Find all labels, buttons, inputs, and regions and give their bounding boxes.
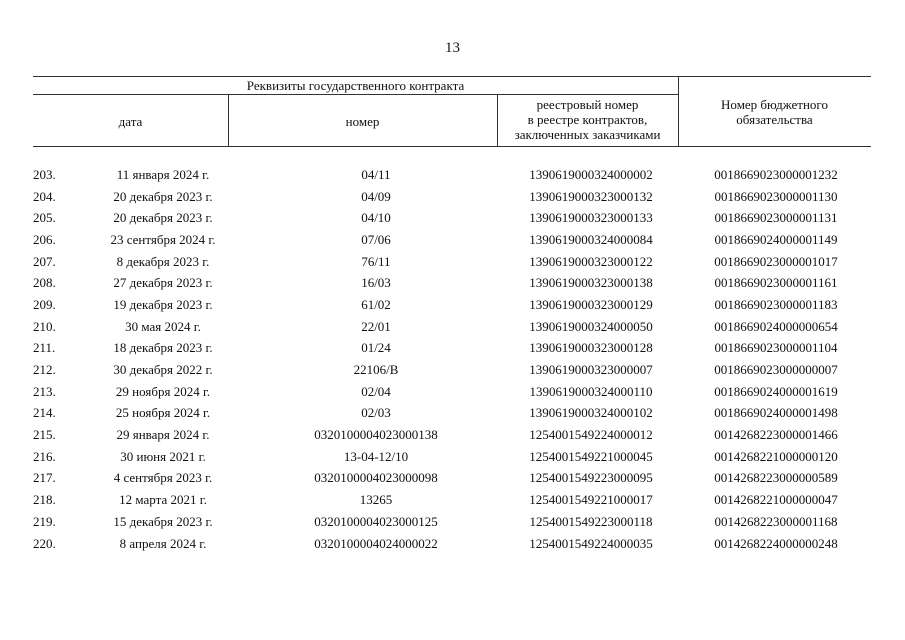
header-col-registry-line1: реестровый номер: [536, 97, 639, 112]
table-row: [33, 316, 871, 338]
table-row: [33, 446, 871, 468]
row-number: 218.: [33, 492, 56, 508]
row-number: 216.: [33, 448, 56, 464]
budget-obligation-number: 0014268223000001466: [714, 427, 838, 443]
row-number: 217.: [33, 470, 56, 486]
contract-number: 02/04: [361, 383, 391, 399]
contract-number: 13-04-12/10: [343, 448, 409, 464]
budget-obligation-number: 0018669023000001183: [714, 296, 838, 312]
table-row: [33, 229, 871, 251]
registry-number: 1254001549221000017: [529, 492, 653, 508]
contract-number: 76/11: [361, 253, 391, 269]
contract-date: 23 сентября 2024 г.: [110, 231, 216, 247]
registry-number: 1390619000323000129: [529, 296, 653, 312]
table-row: [33, 207, 871, 229]
contract-number: 0320100004023000125: [314, 513, 438, 529]
header-col-budget-line2: обязательства: [736, 112, 813, 127]
row-number: 215.: [33, 427, 56, 443]
registry-number: 1390619000324000102: [529, 405, 653, 421]
registry-number: 1254001549221000045: [529, 448, 653, 464]
registry-number: 1254001549224000035: [529, 535, 653, 551]
row-number: 219.: [33, 513, 56, 529]
contract-number: 04/11: [361, 166, 391, 182]
table-row: [33, 272, 871, 294]
contract-date: 30 декабря 2022 г.: [113, 362, 213, 378]
header-col-number: номер: [345, 114, 380, 129]
budget-obligation-number: 0018669023000001104: [714, 340, 838, 356]
contract-date: 30 июня 2021 г.: [120, 448, 206, 464]
table-row: [33, 164, 871, 186]
budget-obligation-number: 0014268221000000047: [714, 492, 838, 508]
contract-number: 0320100004023000138: [314, 427, 438, 443]
budget-obligation-number: 0018669023000001232: [714, 166, 838, 182]
contract-date: 18 декабря 2023 г.: [113, 340, 213, 356]
header-col-registry-line3: заключенных заказчиками: [514, 127, 661, 142]
contract-date: 29 января 2024 г.: [116, 427, 210, 443]
budget-obligation-number: 0018669023000001130: [714, 188, 838, 204]
registry-number: 1254001549223000118: [529, 513, 653, 529]
header-group-rule: [33, 94, 678, 95]
registry-number: 1390619000324000084: [529, 231, 653, 247]
contract-date: 11 января 2024 г.: [116, 166, 210, 182]
budget-obligation-number: 0018669023000001131: [714, 210, 838, 226]
table-row: [33, 403, 871, 425]
table-row: [33, 338, 871, 360]
registry-number: 1390619000323000132: [529, 188, 653, 204]
contract-date: 8 апреля 2024 г.: [119, 535, 207, 551]
table-row: [33, 251, 871, 273]
budget-obligation-number: 0018669023000001161: [714, 275, 838, 291]
budget-obligation-number: 0018669024000001498: [714, 405, 838, 421]
row-number: 204.: [33, 188, 56, 204]
row-number: 207.: [33, 253, 56, 269]
row-number: 206.: [33, 231, 56, 247]
contract-number: 0320100004023000098: [314, 470, 438, 486]
contract-date: 25 ноября 2024 г.: [115, 405, 211, 421]
registry-number: 1390619000324000110: [529, 383, 653, 399]
registry-number: 1390619000323000138: [529, 275, 653, 291]
contract-number: 01/24: [361, 340, 391, 356]
registry-number: 1390619000324000050: [529, 318, 653, 334]
registry-number: 1254001549223000095: [529, 470, 653, 486]
contract-date: 15 декабря 2023 г.: [113, 513, 213, 529]
header-col-date: дата: [118, 114, 143, 129]
contract-number: 04/09: [361, 188, 391, 204]
table-row: [33, 533, 871, 555]
row-number: 205.: [33, 210, 56, 226]
table-row: [33, 381, 871, 403]
contract-number: 04/10: [361, 210, 391, 226]
contract-date: 4 сентября 2023 г.: [113, 470, 213, 486]
contract-number: 13265: [359, 492, 393, 508]
row-number: 210.: [33, 318, 56, 334]
header-group-title: Реквизиты государственного контракта: [246, 78, 465, 93]
budget-obligation-number: 0018669023000001017: [714, 253, 838, 269]
contract-number: 22106/В: [353, 362, 399, 378]
contract-date: 30 мая 2024 г.: [125, 318, 201, 334]
contract-date: 12 марта 2021 г.: [119, 492, 207, 508]
row-number: 213.: [33, 383, 56, 399]
registry-number: 1390619000323000007: [529, 362, 653, 378]
contract-number: 61/02: [361, 296, 391, 312]
contract-date: 20 декабря 2023 г.: [113, 188, 213, 204]
budget-obligation-number: 0014268223000001168: [714, 513, 838, 529]
budget-obligation-number: 0018669024000000654: [714, 318, 838, 334]
page-number: 13: [445, 40, 460, 56]
row-number: 214.: [33, 405, 56, 421]
row-number: 211.: [33, 340, 56, 356]
contract-number: 07/06: [361, 231, 391, 247]
budget-obligation-number: 0014268221000000120: [714, 448, 838, 464]
contracts-table-body: [33, 164, 871, 554]
table-row: [33, 489, 871, 511]
table-row: [33, 424, 871, 446]
table-row: [33, 186, 871, 208]
contract-number: 0320100004024000022: [314, 535, 438, 551]
contract-number: 22/01: [361, 318, 391, 334]
contract-number: 16/03: [361, 275, 391, 291]
header-col-budget: [678, 97, 871, 127]
header-col-registry: [497, 97, 678, 142]
contract-number: 02/03: [361, 405, 391, 421]
contract-date: 19 декабря 2023 г.: [113, 296, 213, 312]
row-number: 212.: [33, 362, 56, 378]
contract-date: 27 декабря 2023 г.: [113, 275, 213, 291]
row-number: 208.: [33, 275, 56, 291]
header-bottom-rule: [33, 146, 871, 147]
contracts-table: [33, 164, 871, 554]
row-number: 220.: [33, 535, 56, 551]
row-number: 203.: [33, 166, 56, 182]
budget-obligation-number: 0014268224000000248: [714, 535, 838, 551]
table-row: [33, 359, 871, 381]
registry-number: 1254001549224000012: [529, 427, 653, 443]
row-number: 209.: [33, 296, 56, 312]
registry-number: 1390619000323000133: [529, 210, 653, 226]
budget-obligation-number: 0014268223000000589: [714, 470, 838, 486]
header-col-budget-line1: Номер бюджетного: [721, 97, 828, 112]
contract-date: 8 декабря 2023 г.: [116, 253, 210, 269]
table-row: [33, 468, 871, 490]
budget-obligation-number: 0018669024000001619: [714, 383, 838, 399]
registry-number: 1390619000323000128: [529, 340, 653, 356]
registry-number: 1390619000323000122: [529, 253, 653, 269]
header-col-registry-line2: в реестре контрактов,: [527, 112, 648, 127]
budget-obligation-number: 0018669023000000007: [714, 362, 838, 378]
table-row: [33, 511, 871, 533]
table-row: [33, 294, 871, 316]
contract-date: 20 декабря 2023 г.: [113, 210, 213, 226]
registry-number: 1390619000324000002: [529, 166, 653, 182]
header-top-rule: [33, 76, 871, 77]
contract-date: 29 ноября 2024 г.: [115, 383, 211, 399]
budget-obligation-number: 0018669024000001149: [714, 231, 838, 247]
